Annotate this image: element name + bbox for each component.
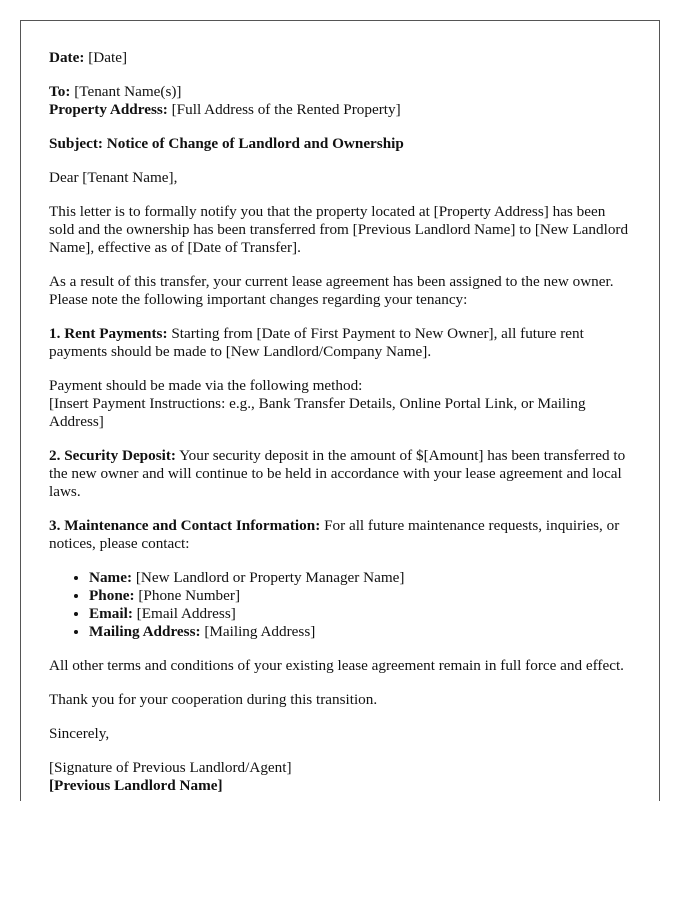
salutation: Dear [Tenant Name], [49,169,178,186]
contact-item-email [89,605,632,623]
contact-item-mailing-address [89,623,632,641]
contact-value: [Mailing Address] [200,623,316,640]
to-line [49,83,632,101]
date-line [49,49,632,67]
deposit-text: Your security deposit in the amount of $[Amount] has been transferred to the new owner and will continue to be held in accordance with your lease agreement and local laws. [49,447,626,500]
payment-line-2: [Insert Payment Instructions: e.g., Bank Transfer Details, Online Portal Link, or Mailing Address] [49,395,586,430]
address-label: Property Address: [49,101,168,118]
date-label: Date: [49,49,85,66]
maintenance-paragraph [49,517,632,553]
contact-value: [New Landlord or Property Manager Name] [132,569,405,586]
deposit-paragraph [49,447,632,501]
signature-line: [Signature of Previous Landlord/Agent] [49,759,292,776]
result-paragraph: As a result of this transfer, your current lease agreement has been assigned to the new owner. Please note the following important changes regarding your tenancy: [49,273,614,308]
payment-paragraph [49,377,632,431]
contact-item-phone [89,587,632,605]
date-value: [Date] [84,49,128,66]
contact-label: Mailing Address: [89,623,201,640]
maintenance-text: For all future maintenance requests, inquiries, or notices, please contact: [49,517,620,552]
contact-label: Email: [89,605,133,622]
to-label: To: [49,83,71,100]
contact-value: [Email Address] [132,605,236,622]
rent-text: Starting from [Date of First Payment to New Owner], all future rent payments should be made to [New Landlord/Company Name]. [49,325,584,360]
terms-paragraph: All other terms and conditions of your existing lease agreement remain in full force and effect. [49,657,624,674]
address-line [49,101,632,119]
thanks-paragraph: Thank you for your cooperation during this transition. [49,691,378,708]
address-value: [Full Address of the Rented Property] [167,101,401,118]
contact-value: [Phone Number] [134,587,241,604]
closing: Sincerely, [49,725,110,742]
letter-body [21,21,659,795]
maintenance-label: 3. Maintenance and Contact Information: [49,517,321,534]
signer-name: [Previous Landlord Name] [49,777,223,794]
recipient-block [49,83,632,119]
deposit-label: 2. Security Deposit: [49,447,176,464]
subject-line: Subject: Notice of Change of Landlord and Ownership [49,135,404,152]
to-value: [Tenant Name(s)] [70,83,182,100]
contact-label: Phone: [89,587,135,604]
rent-label: 1. Rent Payments: [49,325,168,342]
contact-label: Name: [89,569,133,586]
contact-list [49,569,632,641]
payment-line-1: Payment should be made via the following method: [49,377,363,394]
contact-item-name [89,569,632,587]
intro-paragraph: This letter is to formally notify you that the property located at [Property Address] has been sold and the ownership has been transferred from [Previous Landlord Name] to [New Landlord Name], effective as of [Date of Transfer]. [49,203,629,256]
rent-paragraph [49,325,632,361]
letter-page [20,20,660,801]
signature-block [49,759,632,795]
